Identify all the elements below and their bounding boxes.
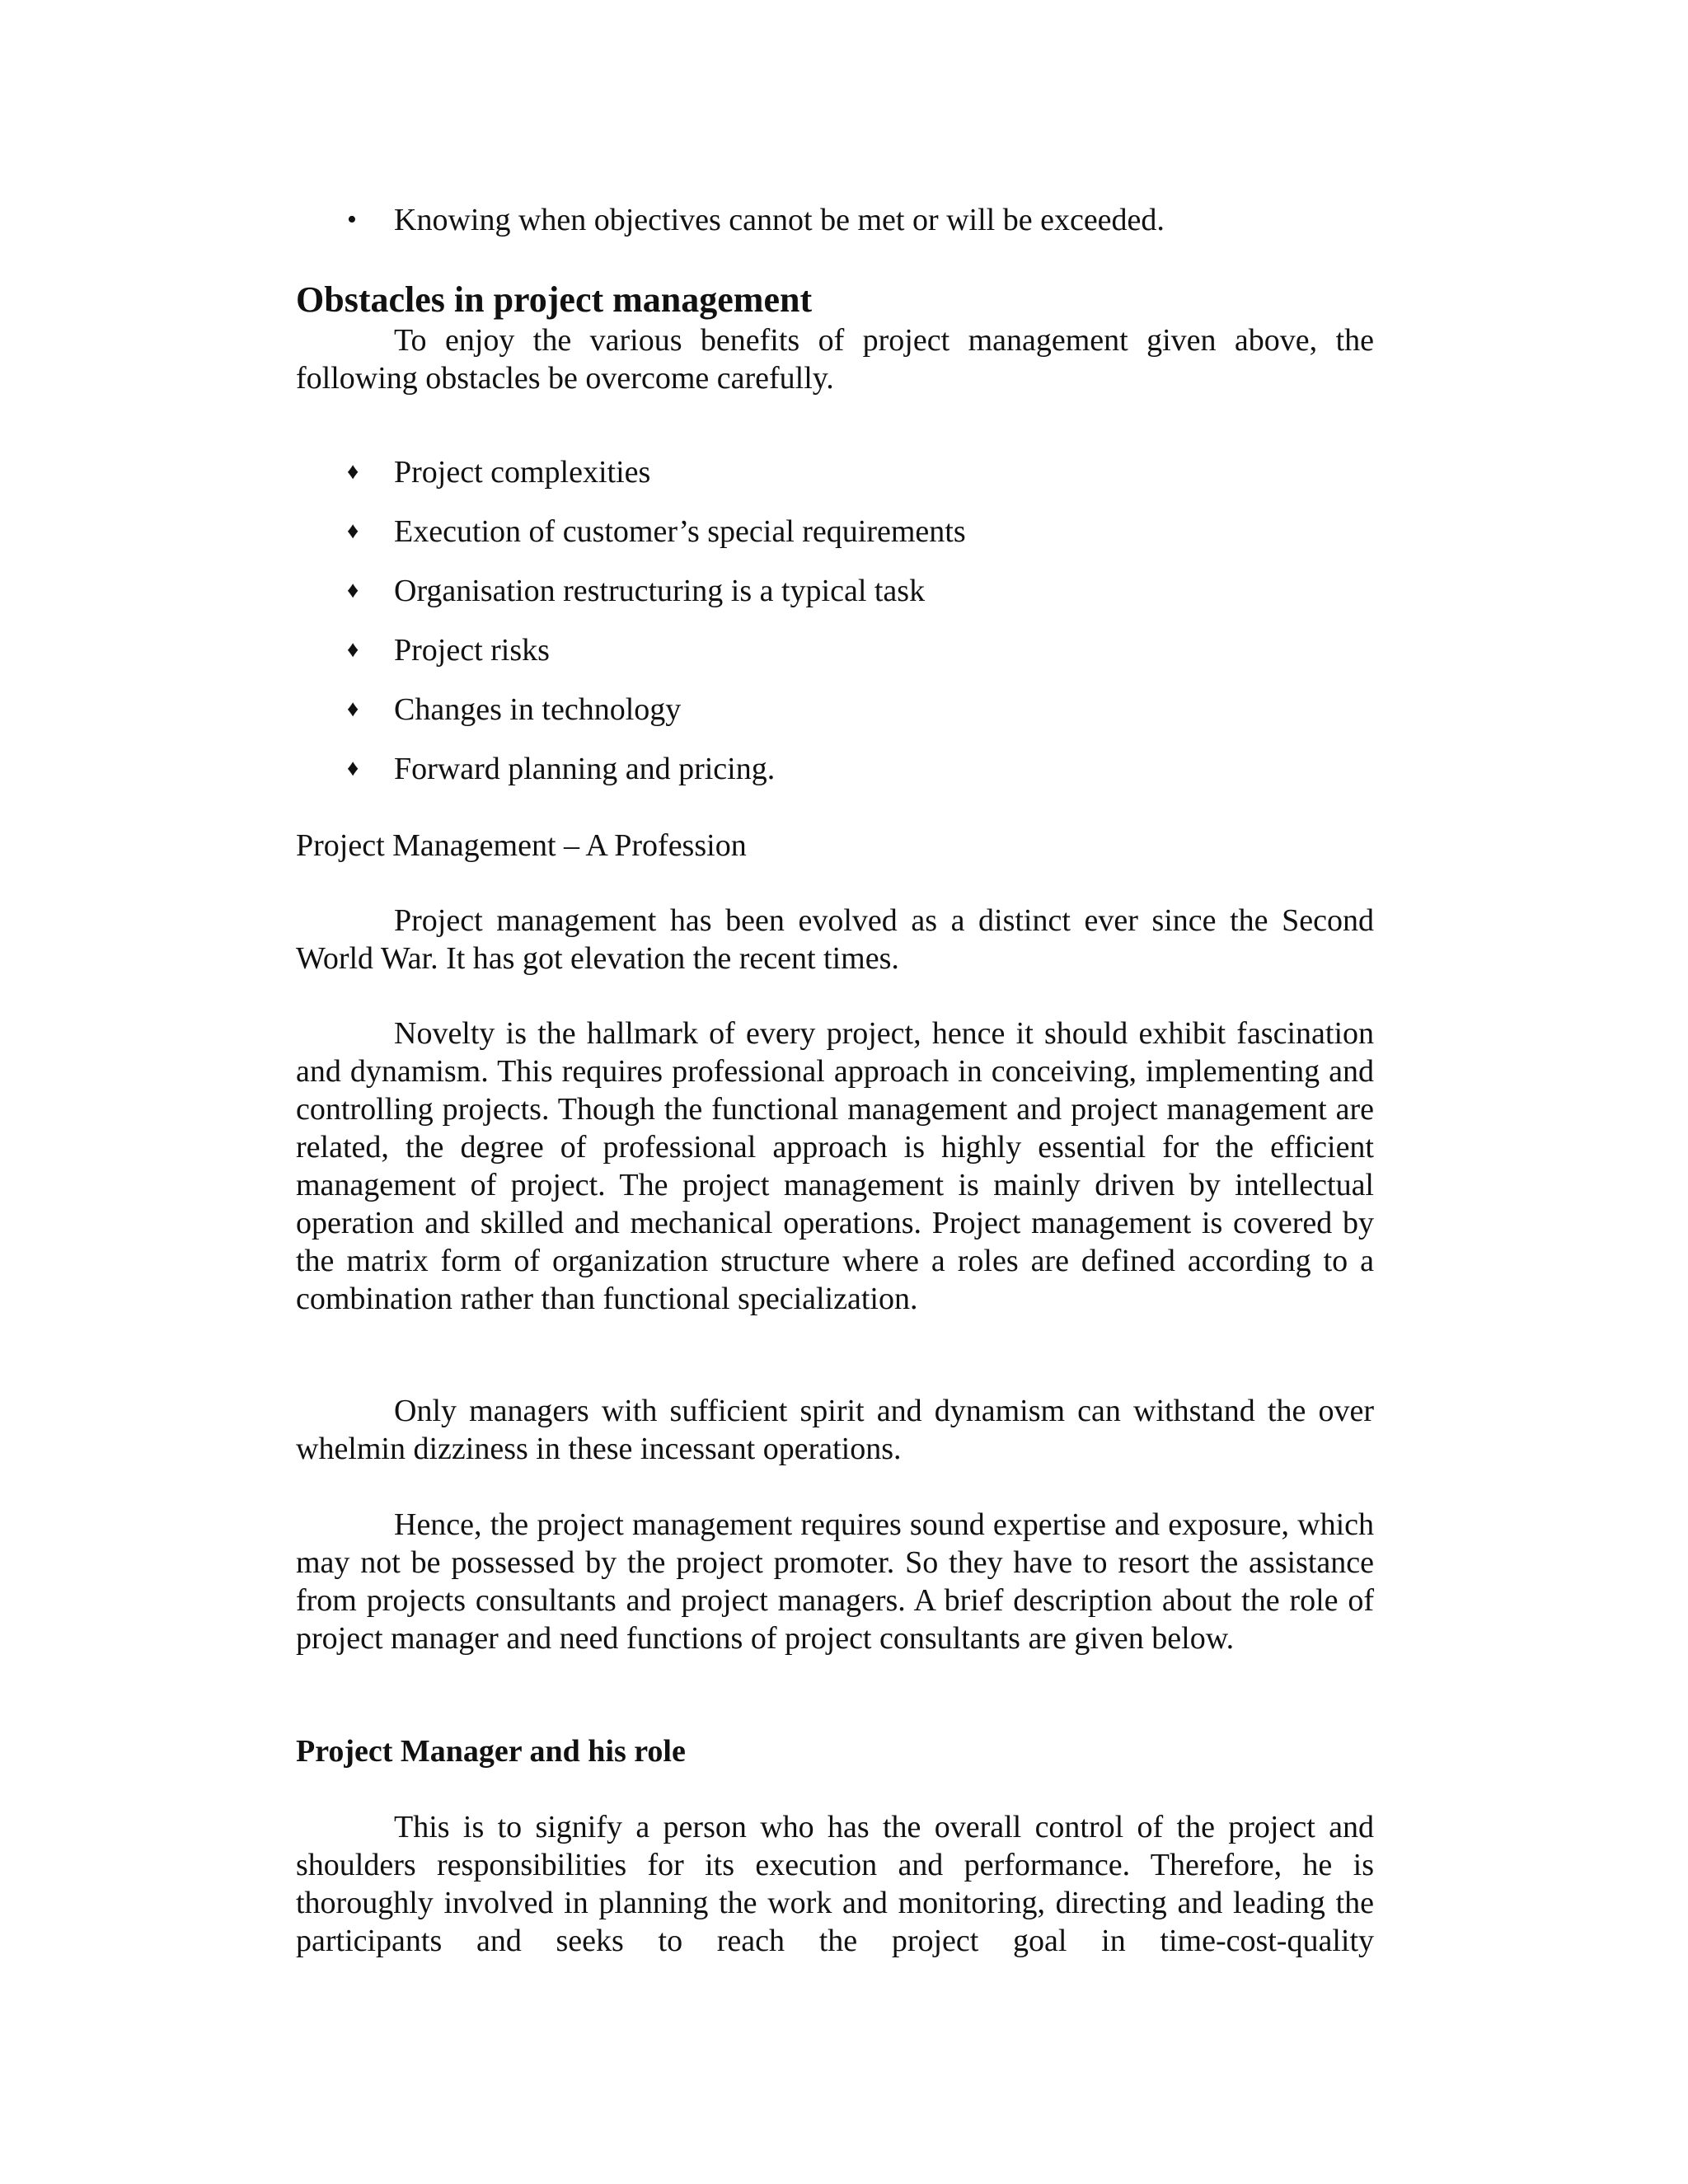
diamond-bullet-icon: ♦ [347,459,359,485]
diamond-bullet-icon: ♦ [347,518,359,544]
list-item-text: Organisation restructuring is a typical task [394,574,926,608]
paragraph-profession-2: Novelty is the hallmark of every project, hence it should exhibit fascination and dynamism. This requires professional approach in conceiving, implementing and controlling projects. Though the functional management and project management are related, the degree of professional approach is highly essential for the efficient management of project. The project management is mainly driven by intellectual operation and skilled and mechanical operations. Project management is covered by the matrix form of organization structure where a roles are defined according to a combination rather than functional specialization. [296,1016,1374,1316]
list-item [296,513,1374,551]
list-item-text: Execution of customer’s special requirements [394,514,966,549]
section-heading-manager-role: Project Manager and his role [296,1734,686,1769]
section-heading-profession: Project Management – A Profession [296,828,747,863]
list-item-text: Forward planning and pricing. [394,752,776,786]
paragraph-profession-3: Only managers with sufficient spirit and dynamism can withstand the over whelmin dizziness in these incessant operations. [296,1394,1374,1466]
bullet-marker: • [347,204,357,235]
paragraph-manager-role: This is to signify a person who has the overall control of the project and shoulders responsibilities for its execution and performance. Therefore, he is thoroughly involved in planning the work and monitoring, directing and leading the participants and seeks to reach the project goal in time-cost-quality [296,1810,1374,1958]
list-item-text: Project complexities [394,455,651,490]
list-item-text: Knowing when objectives cannot be met or will be exceeded. [394,203,1165,237]
paragraph-profession-4: Hence, the project management requires sound expertise and exposure, which may not be possessed by the project promoter. So they have to resort the assistance from projects consultants and project managers. A brief description about the role of project manager and need functions of project consultants are given below. [296,1507,1374,1656]
section-heading-obstacles: Obstacles in project management [296,279,813,320]
list-item-text: Changes in technology [394,692,682,727]
diamond-bullet-icon: ♦ [347,637,359,663]
diamond-bullet-icon: ♦ [347,696,359,722]
list-item-text: Project risks [394,633,550,668]
diamond-bullet-icon: ♦ [347,756,359,781]
paragraph-obstacles-intro: To enjoy the various benefits of project management given above, the following obstacles be overcome carefully. [296,323,1374,396]
paragraph-profession-1: Project management has been evolved as a distinct ever since the Second World War. It has got elevation the recent times. [296,903,1374,976]
diamond-bullet-icon: ♦ [347,578,359,603]
list-item [296,691,1374,729]
list-item [296,631,1374,669]
list-item [296,572,1374,610]
list-item [296,453,1374,491]
list-item [296,201,1374,239]
list-item [296,750,1374,788]
